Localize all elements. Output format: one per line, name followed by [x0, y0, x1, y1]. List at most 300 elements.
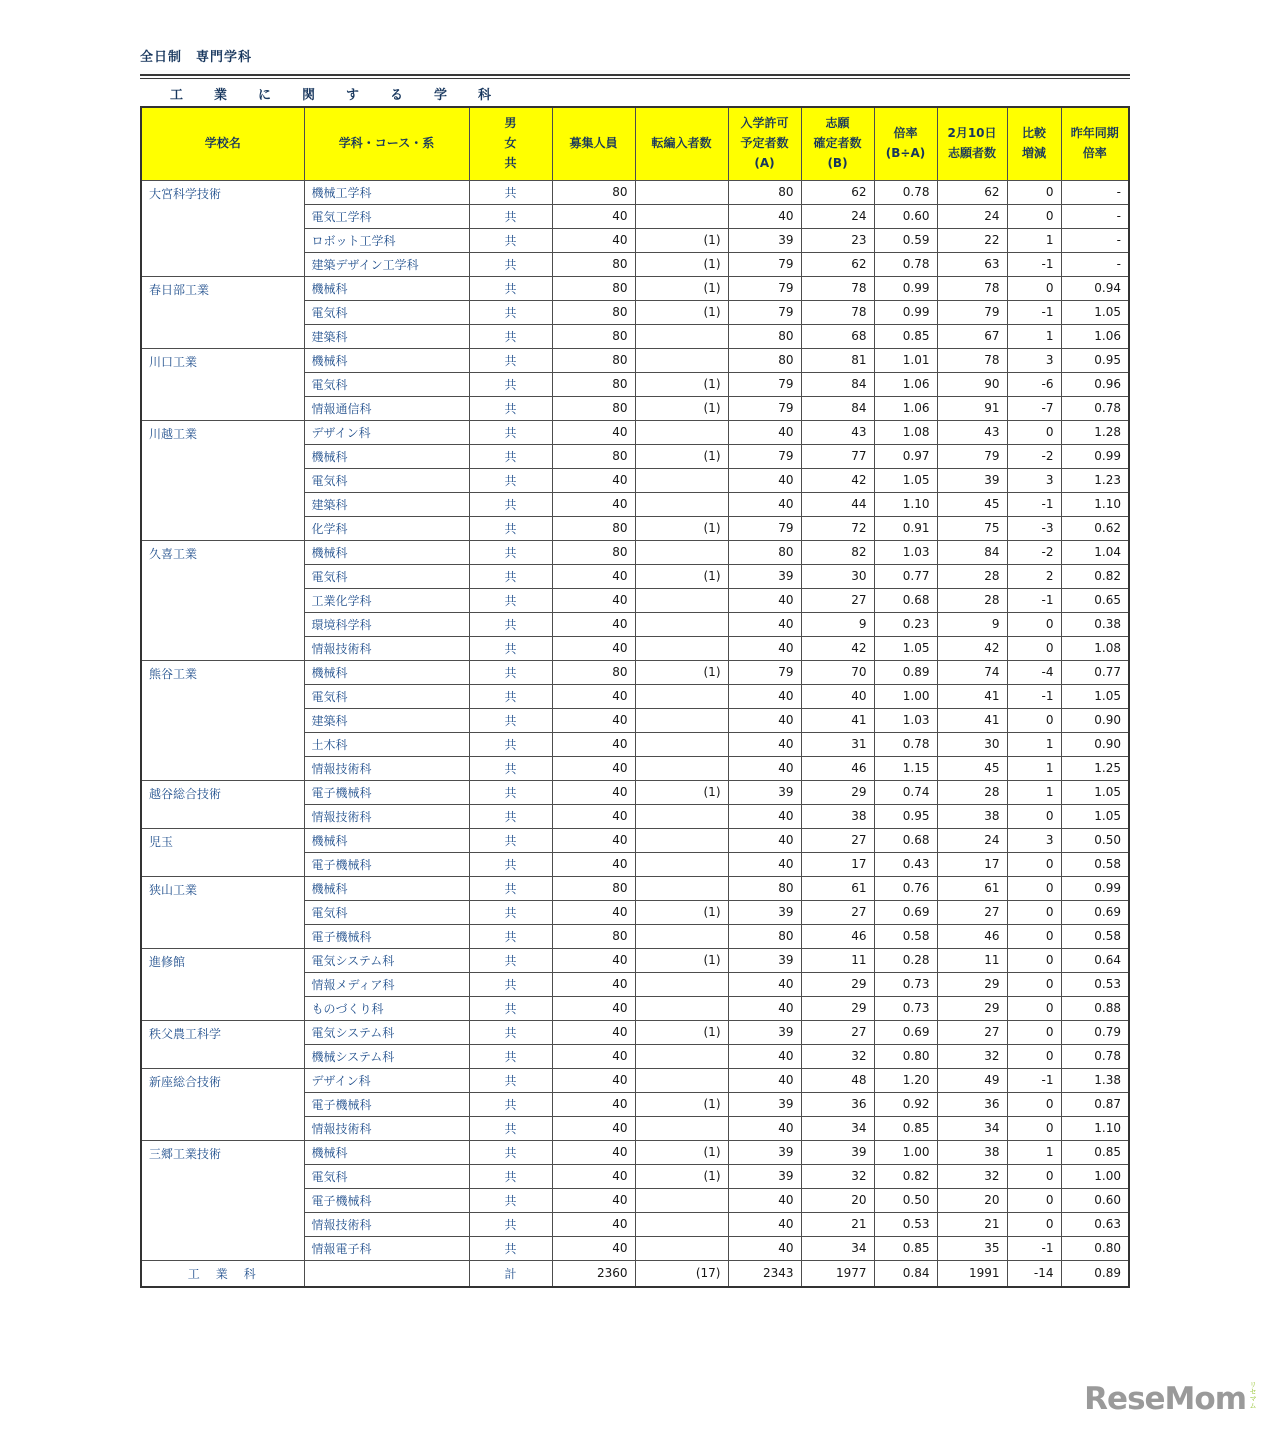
capacity-cell: 40 — [552, 1116, 635, 1140]
gender-cell: 共 — [469, 1116, 552, 1140]
capacity-cell: 40 — [552, 1212, 635, 1236]
ratio-cell: 1.01 — [874, 348, 937, 372]
total-feb10-cell: 1991 — [937, 1260, 1007, 1287]
course-cell: 機械科 — [304, 1140, 469, 1164]
document-sheet — [140, 46, 1130, 1288]
confirmed-cell: 62 — [801, 180, 874, 204]
change-cell: 0 — [1007, 276, 1061, 300]
transfer-cell: (1) — [635, 660, 728, 684]
planned-cell: 79 — [728, 444, 801, 468]
feb10-cell: 74 — [937, 660, 1007, 684]
course-cell: 情報技術科 — [304, 1212, 469, 1236]
ratio-cell: 1.06 — [874, 396, 937, 420]
gender-cell: 共 — [469, 684, 552, 708]
course-cell: 機械工学科 — [304, 180, 469, 204]
header-last-year-line: 昨年同期 — [1070, 125, 1119, 140]
confirmed-cell: 84 — [801, 396, 874, 420]
ratio-cell: 1.03 — [874, 540, 937, 564]
ratio-cell: 1.05 — [874, 636, 937, 660]
planned-cell: 39 — [728, 948, 801, 972]
header-change-line: 比較 — [1021, 125, 1046, 140]
confirmed-cell: 39 — [801, 1140, 874, 1164]
ratio-cell: 0.50 — [874, 1188, 937, 1212]
header-gender-line: 男 — [504, 116, 517, 131]
feb10-cell: 28 — [937, 780, 1007, 804]
last-year-cell: 0.77 — [1061, 660, 1129, 684]
course-cell: 電気システム科 — [304, 948, 469, 972]
change-cell: 0 — [1007, 1116, 1061, 1140]
gender-cell: 共 — [469, 276, 552, 300]
planned-cell: 39 — [728, 228, 801, 252]
ratio-cell: 0.74 — [874, 780, 937, 804]
transfer-cell: (1) — [635, 372, 728, 396]
feb10-cell: 24 — [937, 828, 1007, 852]
last-year-cell: 1.05 — [1061, 780, 1129, 804]
transfer-cell — [635, 684, 728, 708]
capacity-cell: 40 — [552, 1164, 635, 1188]
header-transfer-label: 転編入者数 — [651, 135, 712, 150]
feb10-cell: 9 — [937, 612, 1007, 636]
ratio-cell: 1.05 — [874, 468, 937, 492]
planned-cell: 80 — [728, 540, 801, 564]
last-year-cell: 0.87 — [1061, 1092, 1129, 1116]
table-body — [141, 180, 1129, 1287]
change-cell: 0 — [1007, 204, 1061, 228]
feb10-cell: 38 — [937, 804, 1007, 828]
last-year-cell: 1.23 — [1061, 468, 1129, 492]
capacity-cell: 80 — [552, 444, 635, 468]
table-row — [141, 948, 1129, 972]
header-school-label: 学校名 — [204, 135, 241, 150]
feb10-cell: 45 — [937, 492, 1007, 516]
course-cell: 情報通信科 — [304, 396, 469, 420]
feb10-cell: 78 — [937, 348, 1007, 372]
applicants-table — [140, 106, 1130, 1288]
course-cell: 電子機械科 — [304, 924, 469, 948]
gender-cell: 共 — [469, 900, 552, 924]
capacity-cell: 40 — [552, 1236, 635, 1260]
ratio-cell: 1.15 — [874, 756, 937, 780]
planned-cell: 80 — [728, 876, 801, 900]
gender-cell: 共 — [469, 1020, 552, 1044]
confirmed-cell: 9 — [801, 612, 874, 636]
total-confirmed-cell: 1977 — [801, 1260, 874, 1287]
confirmed-cell: 43 — [801, 420, 874, 444]
gender-cell: 共 — [469, 1044, 552, 1068]
last-year-cell: 1.06 — [1061, 324, 1129, 348]
change-cell: 0 — [1007, 876, 1061, 900]
course-cell: 電気科 — [304, 1164, 469, 1188]
change-cell: 2 — [1007, 564, 1061, 588]
feb10-cell: 28 — [937, 588, 1007, 612]
last-year-cell: 0.58 — [1061, 852, 1129, 876]
transfer-cell — [635, 708, 728, 732]
last-year-cell: 1.25 — [1061, 756, 1129, 780]
confirmed-cell: 20 — [801, 1188, 874, 1212]
planned-cell: 40 — [728, 1212, 801, 1236]
planned-cell: 79 — [728, 372, 801, 396]
course-cell: 建築デザイン工学科 — [304, 252, 469, 276]
confirmed-cell: 44 — [801, 492, 874, 516]
gender-cell: 共 — [469, 1164, 552, 1188]
ratio-cell: 0.78 — [874, 252, 937, 276]
change-cell: 3 — [1007, 468, 1061, 492]
gender-cell: 共 — [469, 396, 552, 420]
confirmed-cell: 30 — [801, 564, 874, 588]
planned-cell: 40 — [728, 828, 801, 852]
last-year-cell: 0.90 — [1061, 708, 1129, 732]
total-last-year-cell: 0.89 — [1061, 1260, 1129, 1287]
course-cell: 工業化学科 — [304, 588, 469, 612]
transfer-cell — [635, 756, 728, 780]
ratio-cell: 0.58 — [874, 924, 937, 948]
header-planned-line: 予定者数 — [740, 135, 789, 150]
header-capacity — [552, 107, 635, 180]
capacity-cell: 40 — [552, 1140, 635, 1164]
course-cell: 建築科 — [304, 708, 469, 732]
transfer-cell: (1) — [635, 564, 728, 588]
feb10-cell: 61 — [937, 876, 1007, 900]
school-name-cell: 久喜工業 — [141, 540, 304, 660]
planned-cell: 39 — [728, 1020, 801, 1044]
confirmed-cell: 36 — [801, 1092, 874, 1116]
header-planned — [728, 107, 801, 180]
total-label-cell: 工 業 科 — [141, 1260, 304, 1287]
feb10-cell: 67 — [937, 324, 1007, 348]
header-row — [141, 107, 1129, 180]
transfer-cell — [635, 180, 728, 204]
header-confirmed-line: 確定者数 — [813, 135, 862, 150]
transfer-cell — [635, 996, 728, 1020]
feb10-cell: 27 — [937, 1020, 1007, 1044]
transfer-cell — [635, 1236, 728, 1260]
planned-cell: 39 — [728, 900, 801, 924]
change-cell: -1 — [1007, 684, 1061, 708]
capacity-cell: 40 — [552, 1092, 635, 1116]
planned-cell: 40 — [728, 732, 801, 756]
capacity-cell: 40 — [552, 804, 635, 828]
capacity-cell: 40 — [552, 756, 635, 780]
confirmed-cell: 29 — [801, 996, 874, 1020]
change-cell: -2 — [1007, 540, 1061, 564]
ratio-cell: 1.08 — [874, 420, 937, 444]
confirmed-cell: 32 — [801, 1164, 874, 1188]
course-cell: 電気科 — [304, 372, 469, 396]
gender-cell: 共 — [469, 180, 552, 204]
change-cell: 0 — [1007, 1044, 1061, 1068]
last-year-cell: 0.63 — [1061, 1212, 1129, 1236]
planned-cell: 39 — [728, 1140, 801, 1164]
total-change-cell: -14 — [1007, 1260, 1061, 1287]
ratio-cell: 0.95 — [874, 804, 937, 828]
feb10-cell: 35 — [937, 1236, 1007, 1260]
feb10-cell: 34 — [937, 1116, 1007, 1140]
planned-cell: 79 — [728, 660, 801, 684]
ratio-cell: 0.82 — [874, 1164, 937, 1188]
school-name-cell: 越谷総合技術 — [141, 780, 304, 828]
capacity-cell: 40 — [552, 612, 635, 636]
capacity-cell: 80 — [552, 252, 635, 276]
feb10-cell: 21 — [937, 1212, 1007, 1236]
gender-cell: 共 — [469, 300, 552, 324]
school-name-cell: 春日部工業 — [141, 276, 304, 348]
capacity-cell: 40 — [552, 948, 635, 972]
last-year-cell: 0.90 — [1061, 732, 1129, 756]
confirmed-cell: 41 — [801, 708, 874, 732]
capacity-cell: 80 — [552, 924, 635, 948]
school-name-cell: 秩父農工科学 — [141, 1020, 304, 1068]
planned-cell: 40 — [728, 1116, 801, 1140]
gender-cell: 共 — [469, 372, 552, 396]
table-row — [141, 876, 1129, 900]
change-cell: 1 — [1007, 324, 1061, 348]
confirmed-cell: 24 — [801, 204, 874, 228]
header-ratio-line: (B÷A) — [885, 145, 926, 160]
transfer-cell — [635, 804, 728, 828]
course-cell: ものづくり科 — [304, 996, 469, 1020]
ratio-cell: 0.80 — [874, 1044, 937, 1068]
gender-cell: 共 — [469, 1236, 552, 1260]
feb10-cell: 62 — [937, 180, 1007, 204]
confirmed-cell: 11 — [801, 948, 874, 972]
ratio-cell: 0.60 — [874, 204, 937, 228]
gender-cell: 共 — [469, 1188, 552, 1212]
course-cell: 電気科 — [304, 300, 469, 324]
school-name-cell: 川越工業 — [141, 420, 304, 540]
planned-cell: 39 — [728, 1164, 801, 1188]
ratio-cell: 0.23 — [874, 612, 937, 636]
planned-cell: 40 — [728, 468, 801, 492]
planned-cell: 79 — [728, 252, 801, 276]
course-cell: 電子機械科 — [304, 852, 469, 876]
last-year-cell: 0.88 — [1061, 996, 1129, 1020]
capacity-cell: 80 — [552, 324, 635, 348]
last-year-cell: 0.50 — [1061, 828, 1129, 852]
title-divider — [140, 74, 1130, 79]
ratio-cell: 0.69 — [874, 1020, 937, 1044]
confirmed-cell: 70 — [801, 660, 874, 684]
capacity-cell: 80 — [552, 180, 635, 204]
ratio-cell: 0.77 — [874, 564, 937, 588]
feb10-cell: 11 — [937, 948, 1007, 972]
feb10-cell: 79 — [937, 444, 1007, 468]
last-year-cell: 1.00 — [1061, 1164, 1129, 1188]
capacity-cell: 40 — [552, 900, 635, 924]
transfer-cell — [635, 828, 728, 852]
feb10-cell: 32 — [937, 1164, 1007, 1188]
ratio-cell: 0.73 — [874, 996, 937, 1020]
capacity-cell: 40 — [552, 468, 635, 492]
gender-cell: 共 — [469, 804, 552, 828]
feb10-cell: 41 — [937, 684, 1007, 708]
change-cell: 0 — [1007, 852, 1061, 876]
change-cell: -1 — [1007, 252, 1061, 276]
ratio-cell: 0.85 — [874, 1116, 937, 1140]
planned-cell: 40 — [728, 612, 801, 636]
capacity-cell: 80 — [552, 300, 635, 324]
gender-cell: 共 — [469, 660, 552, 684]
planned-cell: 39 — [728, 1092, 801, 1116]
last-year-cell: 1.28 — [1061, 420, 1129, 444]
last-year-cell: 0.82 — [1061, 564, 1129, 588]
ratio-cell: 0.99 — [874, 276, 937, 300]
ratio-cell: 0.97 — [874, 444, 937, 468]
change-cell: 0 — [1007, 1164, 1061, 1188]
capacity-cell: 40 — [552, 588, 635, 612]
change-cell: -4 — [1007, 660, 1061, 684]
planned-cell: 40 — [728, 852, 801, 876]
feb10-cell: 45 — [937, 756, 1007, 780]
confirmed-cell: 31 — [801, 732, 874, 756]
confirmed-cell: 29 — [801, 780, 874, 804]
header-ratio — [874, 107, 937, 180]
capacity-cell: 40 — [552, 1020, 635, 1044]
header-planned-line: (A) — [754, 155, 775, 170]
capacity-cell: 80 — [552, 540, 635, 564]
ratio-cell: 0.53 — [874, 1212, 937, 1236]
capacity-cell: 80 — [552, 276, 635, 300]
header-gender — [469, 107, 552, 180]
course-cell: 機械科 — [304, 540, 469, 564]
ratio-cell: 0.68 — [874, 828, 937, 852]
change-cell: 0 — [1007, 924, 1061, 948]
course-cell: 建築科 — [304, 492, 469, 516]
capacity-cell: 40 — [552, 492, 635, 516]
course-cell: 機械科 — [304, 828, 469, 852]
course-cell: 化学科 — [304, 516, 469, 540]
last-year-cell: - — [1061, 180, 1129, 204]
feb10-cell: 29 — [937, 996, 1007, 1020]
header-confirmed — [801, 107, 874, 180]
course-cell: 機械科 — [304, 348, 469, 372]
header-change — [1007, 107, 1061, 180]
confirmed-cell: 23 — [801, 228, 874, 252]
confirmed-cell: 68 — [801, 324, 874, 348]
transfer-cell — [635, 1188, 728, 1212]
course-cell: 環境科学科 — [304, 612, 469, 636]
school-name-cell: 新座総合技術 — [141, 1068, 304, 1140]
transfer-cell: (1) — [635, 516, 728, 540]
confirmed-cell: 82 — [801, 540, 874, 564]
capacity-cell: 40 — [552, 828, 635, 852]
table-row — [141, 1068, 1129, 1092]
change-cell: 0 — [1007, 1188, 1061, 1212]
ratio-cell: 0.99 — [874, 300, 937, 324]
header-change-line: 増減 — [1021, 145, 1046, 160]
planned-cell: 39 — [728, 780, 801, 804]
total-planned-cell: 2343 — [728, 1260, 801, 1287]
gender-cell: 共 — [469, 756, 552, 780]
school-name-cell: 児玉 — [141, 828, 304, 876]
gender-cell: 共 — [469, 492, 552, 516]
change-cell: 0 — [1007, 1092, 1061, 1116]
capacity-cell: 40 — [552, 204, 635, 228]
ratio-cell: 0.28 — [874, 948, 937, 972]
feb10-cell: 75 — [937, 516, 1007, 540]
last-year-cell: 0.79 — [1061, 1020, 1129, 1044]
change-cell: 1 — [1007, 780, 1061, 804]
transfer-cell — [635, 732, 728, 756]
gender-cell: 共 — [469, 708, 552, 732]
transfer-cell — [635, 972, 728, 996]
capacity-cell: 40 — [552, 780, 635, 804]
planned-cell: 79 — [728, 300, 801, 324]
transfer-cell: (1) — [635, 1092, 728, 1116]
planned-cell: 40 — [728, 708, 801, 732]
transfer-cell — [635, 636, 728, 660]
gender-cell: 共 — [469, 828, 552, 852]
confirmed-cell: 77 — [801, 444, 874, 468]
total-transfer-cell: (17) — [635, 1260, 728, 1287]
course-cell: 建築科 — [304, 324, 469, 348]
confirmed-cell: 27 — [801, 1020, 874, 1044]
gender-cell: 共 — [469, 612, 552, 636]
transfer-cell — [635, 1212, 728, 1236]
planned-cell: 40 — [728, 492, 801, 516]
transfer-cell — [635, 420, 728, 444]
transfer-cell — [635, 1116, 728, 1140]
course-cell: ロボット工学科 — [304, 228, 469, 252]
confirmed-cell: 81 — [801, 348, 874, 372]
change-cell: 0 — [1007, 180, 1061, 204]
gender-cell: 共 — [469, 588, 552, 612]
gender-cell: 共 — [469, 348, 552, 372]
last-year-cell: - — [1061, 204, 1129, 228]
planned-cell: 80 — [728, 924, 801, 948]
transfer-cell — [635, 468, 728, 492]
capacity-cell: 40 — [552, 228, 635, 252]
change-cell: 0 — [1007, 708, 1061, 732]
header-last-year — [1061, 107, 1129, 180]
gender-cell: 共 — [469, 1092, 552, 1116]
change-cell: 0 — [1007, 948, 1061, 972]
confirmed-cell: 21 — [801, 1212, 874, 1236]
planned-cell: 40 — [728, 636, 801, 660]
last-year-cell: 0.62 — [1061, 516, 1129, 540]
last-year-cell: 0.64 — [1061, 948, 1129, 972]
course-cell: 情報技術科 — [304, 804, 469, 828]
capacity-cell: 40 — [552, 708, 635, 732]
header-course-label: 学科・コース・系 — [338, 135, 435, 150]
last-year-cell: 0.53 — [1061, 972, 1129, 996]
header-confirmed-line: 志願 — [825, 116, 850, 131]
gender-cell: 共 — [469, 1212, 552, 1236]
confirmed-cell: 42 — [801, 636, 874, 660]
confirmed-cell: 62 — [801, 252, 874, 276]
change-cell: 0 — [1007, 612, 1061, 636]
gender-cell: 共 — [469, 852, 552, 876]
change-cell: 1 — [1007, 228, 1061, 252]
gender-cell: 共 — [469, 228, 552, 252]
last-year-cell: 1.04 — [1061, 540, 1129, 564]
capacity-cell: 40 — [552, 1188, 635, 1212]
confirmed-cell: 84 — [801, 372, 874, 396]
feb10-cell: 38 — [937, 1140, 1007, 1164]
last-year-cell: - — [1061, 228, 1129, 252]
confirmed-cell: 27 — [801, 588, 874, 612]
last-year-cell: 1.05 — [1061, 804, 1129, 828]
table-header — [141, 107, 1129, 180]
gender-cell: 共 — [469, 972, 552, 996]
feb10-cell: 27 — [937, 900, 1007, 924]
school-name-cell: 川口工業 — [141, 348, 304, 420]
feb10-cell: 41 — [937, 708, 1007, 732]
transfer-cell: (1) — [635, 252, 728, 276]
confirmed-cell: 32 — [801, 1044, 874, 1068]
ratio-cell: 1.06 — [874, 372, 937, 396]
gender-cell: 共 — [469, 324, 552, 348]
change-cell: 0 — [1007, 636, 1061, 660]
